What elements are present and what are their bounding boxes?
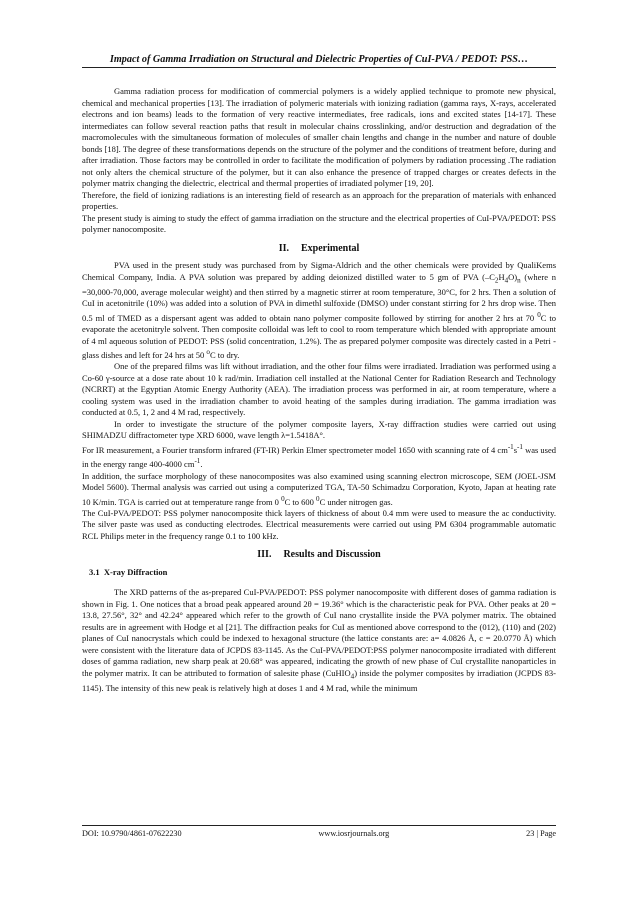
doi-text: DOI: 10.9790/4861-07622230 (82, 829, 182, 838)
page-number: 23 | Page (526, 829, 556, 838)
section-number: III. (257, 549, 272, 561)
intro-paragraph: The present study is aiming to study the effect of gamma irradiation on the structure and the electrical properties of CuI-PVA/PEDOT: PSS polymer nanocomposite. (82, 212, 556, 234)
experimental-paragraph: For IR measurement, a Fourier transform infrared (FT-IR) Perkin Elmer spectrometer model 1650 with scanning rate of 4 $cm^{-1}s^{-1}$ was used in the energy range 400-4000 $cm^{-1}$. (82, 442, 556, 469)
experimental-paragraph: In addition, the surface morphology of these nanocomposites was also examined using scanning electron microscope, SEM (JOEL-JSM Model 5600). Thermal analysis was carried out using a computerized TGA, TA-50 Schimadzu Corporation, Kyoto, Japan at heating rate 10 K/min. TGA is carried out at temperature range from 0 $^0$C to 600 $^0$C under nitrogen gas. (82, 470, 556, 507)
section-title: Results and Discussion (283, 549, 381, 561)
experimental-paragraph: In order to investigate the structure of the polymer composite layers, X-ray diffraction studies were carried out using SHIMADZU diffractometer type XRD 6000, wave length λ=1.5418A°. (82, 418, 556, 441)
experimental-paragraph: PVA used in the present study was purchased from by Sigma-Aldrich and the other chemicals were provided by QualiKems Chemical Company, India. A PVA solution was prepared by adding deionized distilled water to 5 gm of PVA $(-C_2H_4O)_n$ (where n =30,000-70,000, average molecular weight) and then stirred by a magnetic stirrer at room temperature, 30°C, for 2 hrs. Then a solution of CuI in acetonitrile (10%) was added into a solution of PVA in dimethl sulfoxide (DMSO) under constant stirring for 2 hrs drop wise. Then 0.5 ml of TMED as a dispersant agent was added to obtain nano polymer composite followed by stirring for another 2 hrs at 70 $^0$C to evaporate the acetonitryle solvent. Then composite colloidal was left to cool to room temperature which blended with appropriate amount of 4 ml aqueous solution of PEDOT: PSS (solid concentration, 1.2%). The as prepared polymer composite was directely casted in a Petri - glass dishes and left for 24 hrs at 50 $^o$C to dry. (82, 260, 557, 360)
section-heading-results (82, 549, 556, 561)
results-paragraph: The XRD patterns of the as-prepared CuI-PVA/PEDOT: PSS polymer nanocomposite with different doses of gamma radiation is shown in Fig. 1. One notices that a broad peak appeared around 2θ = 19.36° which is the characteristic peak for PVA. Other peaks at 2θ = 13.8, 27.56°, 32° and 42.24° appeared which refer to the growth of CuI nano crystallite inside the PVA polymer matrix. The obtained results are in agreement with Hodge et al [21]. The diffraction peaks for CuI as mentioned above correspond to the (012), (110) and (202) planes of CuI nanocrystals which could be indexed to hexagonal structure (the lattice constants are: a= 4.0826 Å, c = 20.0770 Å) which were consistent with the literature data of JCPDS 83-1145. As the CuI-PVA/PEDOT:PSS polymer nanocomposite irradiated with different doses of gamma radiation, new sharp peak at 20.68° was appeared, indicating the growth of new phase of CuI crystallite nanoparticles in the polymer matrix. It can be attributed to formation of salesite phase (CuHIO$_4$) inside the polymer composites by irradiation (JCPDS 83-1145). The intensity of this new peak is relatively high at doses 1 and 4 M rad, while the minimum (82, 587, 556, 694)
intro-paragraph: Gamma radiation process for modification of commercial polymers is a widely applied technique to promote new physical, chemical and mechanical properties [13]. The irradiation of polymeric materials with ionizing radiation (gamma rays, X-rays, accelerated electrons and ion beams) leads to the formation of very reactive intermediates, free radicals, ions and excited states [14-17]. These intermediates can follow several reaction paths that result in molecular chains crosslinking, and/or destruction and degradation of the macromolecules with the simultaneous formation of molecules of smaller chain lengths and change in the number and nature of double bonds [18]. The degree of these transformations depends on the structure of the polymer and the conditions of treatment before, during and after irradiation. Those factors may be controlled in order to facilitate the modification of polymers by radiation processing .The radiation not only alters the chemical structure of the polymer, but it can also enhance the presence of trapped charges or creates defects in the polymer matrix changing the dielectric, electrical and thermal properties of irradiated polymer [19, 20]. (82, 86, 556, 188)
section-number: II. (278, 242, 289, 254)
page-footer (82, 825, 556, 838)
article-body (82, 86, 556, 695)
experimental-paragraph: The CuI-PVA/PEDOT: PSS polymer nanocomposite thick layers of thickness of about 0.4 mm were used to measure the ac conductivity. The silver paste was used as conducting electrodes. Electrical measurements were carried out using PM 6304 programmable automatic RCL Philips meter in the frequency range 0.1 to 100 kHz. (82, 507, 556, 541)
running-header: Impact of Gamma Irradiation on Structural and Dielectric Properties of CuI-PVA / PEDOT: PSS… (82, 54, 556, 68)
experimental-paragraph: One of the prepared films was lift without irradiation, and the other four films were irradiated. Irradiation was performed using a Co-60 γ-source at a dose rate about 10 k rad/min. Irradiation cell installed at the National Center for Radiation Research and Technology (NCRRT) at the Egyptian Atomic Energy Authority (AEA). The irradiation process was performed in air, at room temperature, where a cooling system was used in the irradiation chamber to avoid heating of the samples during irradiation. The gamma irradiation was conducted at 0.5, 1, 2 and 4 M rad, respectively. (82, 361, 556, 418)
intro-paragraph: Therefore, the field of ionizing radiations is an interesting field of research as an approach for the preparation of materials with enhanced properties. (82, 189, 556, 211)
section-heading-experimental (82, 243, 556, 255)
section-title: Experimental (300, 242, 360, 254)
subsection-heading-xrd: 3.1 X-ray Diffraction (89, 566, 168, 577)
journal-link[interactable]: www.iosrjournals.org (318, 829, 390, 838)
